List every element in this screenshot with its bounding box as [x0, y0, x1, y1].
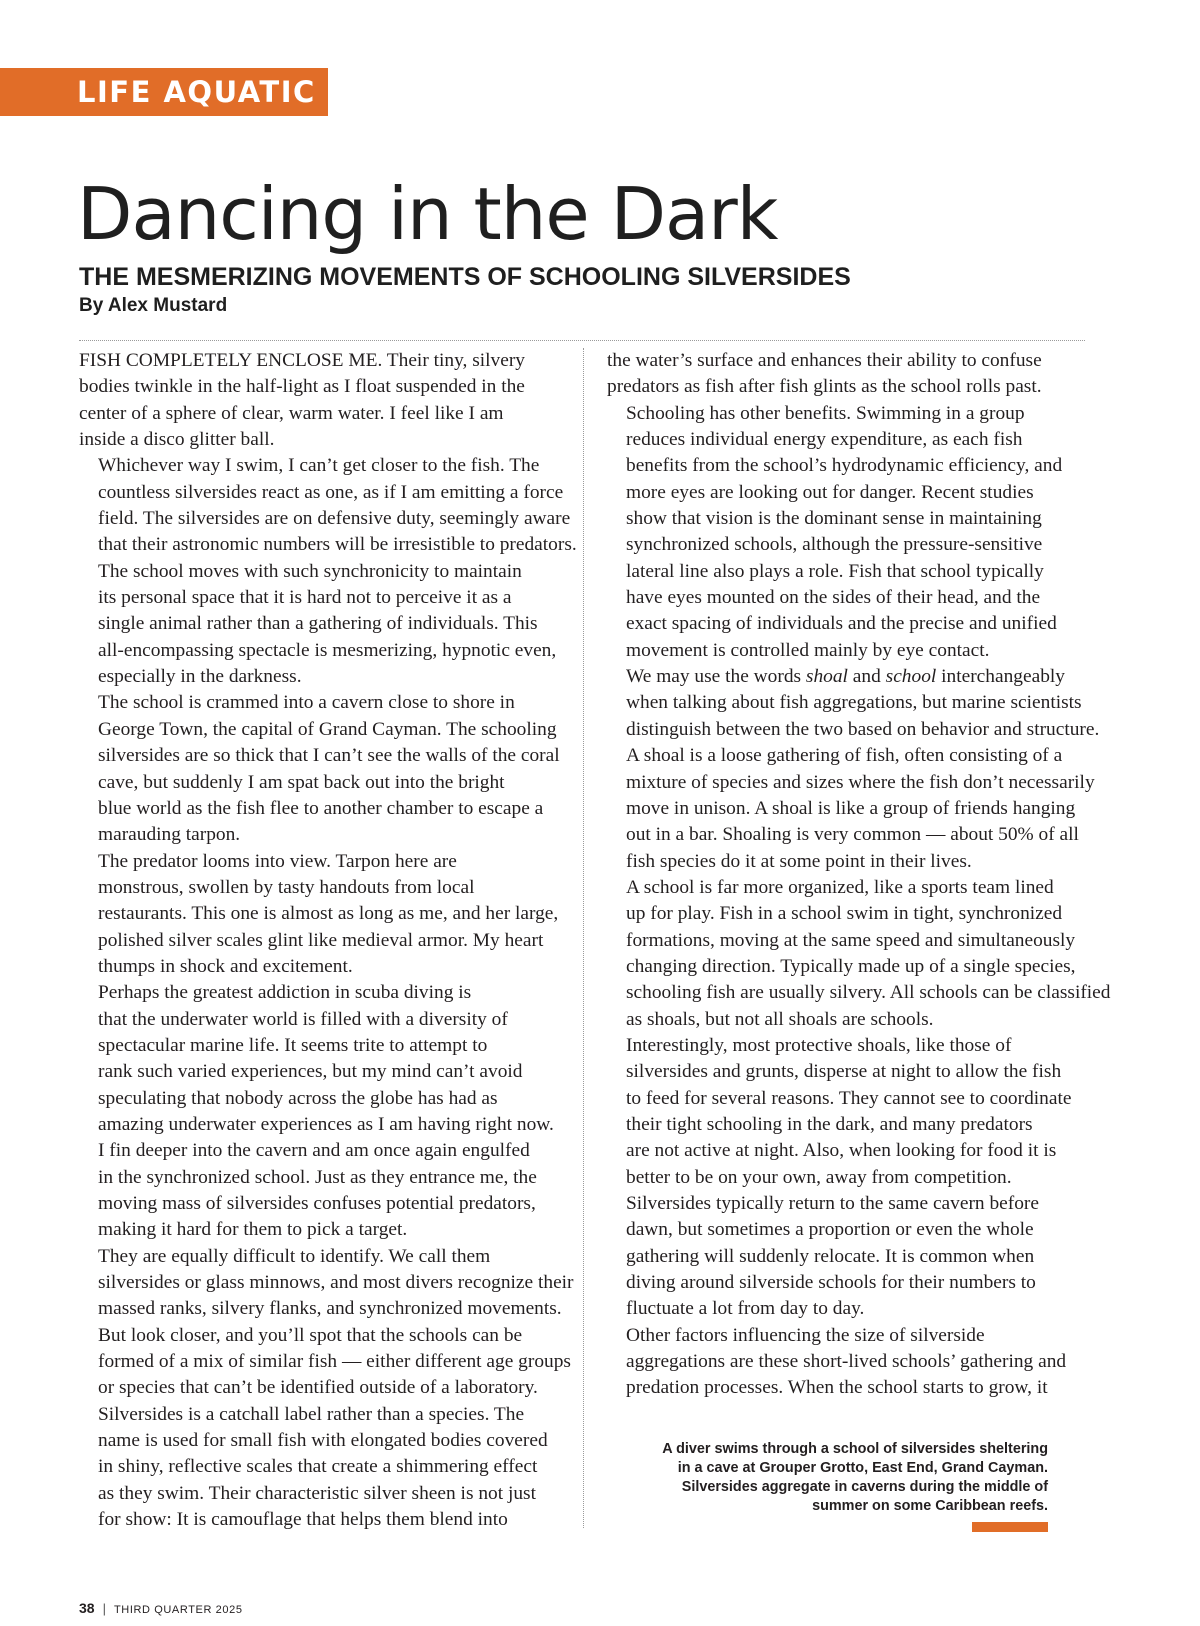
caption-line: in a cave at Grouper Grotto, East End, Grand Cayman. [677, 1460, 1048, 1476]
paragraph [79, 348, 571, 453]
text-line: fluctuate a lot from day to day. [626, 1298, 865, 1320]
text-line: Schooling has other benefits. Swimming in a group [626, 402, 1025, 424]
text-line: I fin deeper into the cavern and am once again engulfed [98, 1140, 530, 1162]
text-line: The school is crammed into a cavern close to shore in [98, 692, 515, 714]
text-line: better to be on your own, away from competition. [626, 1166, 1012, 1188]
text-line: diving around silverside schools for their numbers to [626, 1272, 1036, 1294]
caption-accent-bar [972, 1522, 1048, 1532]
text-line: We may use the words shoal and school interchangeably [626, 666, 1065, 688]
text-line: more eyes are looking out for danger. Recent studies [626, 481, 1034, 503]
paragraph [79, 1138, 571, 1243]
paragraph [607, 401, 1087, 664]
text-line: especially in the darkness. [98, 666, 302, 688]
photo-caption [640, 1440, 1048, 1516]
text-line: George Town, the capital of Grand Cayman. The schooling [98, 718, 557, 740]
text-line: distinguish between the two based on behavior and structure. [626, 718, 1100, 740]
text-line: have eyes mounted on the sides of their head, and the [626, 587, 1041, 609]
text-line: Whichever way I swim, I can’t get closer to the fish. The [98, 455, 540, 477]
text-line: Silversides typically return to the same cavern before [626, 1193, 1039, 1214]
text-line: spectacular marine life. It seems trite to attempt to [98, 1034, 488, 1056]
text-line: monstrous, swollen by tasty handouts from local [98, 876, 475, 898]
text-line: field. The silversides are on defensive duty, seemingly aware [98, 508, 571, 530]
text-line: that the underwater world is filled with a diversity of [98, 1008, 508, 1030]
text-line: aggregations are these short-lived schools’ gathering and [626, 1351, 1067, 1373]
article-title: Dancing in the Dark [77, 172, 778, 256]
text-line: marauding tarpon. [98, 824, 241, 846]
text-line: synchronized schools, although the pressure-sensitive [626, 534, 1043, 556]
text-line: thumps in shock and excitement. [98, 955, 353, 977]
issue-label: THIRD QUARTER 2025 [113, 1604, 243, 1616]
text-line: formations, moving at the same speed and simultaneously [626, 929, 1076, 951]
italic-term: shoal [805, 666, 848, 688]
paragraph [607, 1191, 1087, 1323]
text-line: amazing underwater experiences as I am having right now. [98, 1113, 554, 1135]
text-line: massed ranks, silvery flanks, and synchronized movements. [98, 1298, 562, 1320]
paragraph [79, 690, 571, 848]
text-line: all-encompassing spectacle is mesmerizing, hypnotic even, [98, 639, 557, 661]
text-line: to feed for several reasons. They cannot see to coordinate [626, 1087, 1072, 1109]
paragraph [79, 1402, 571, 1534]
text-line: Interestingly, most protective shoals, like those of [626, 1034, 1012, 1056]
text-line: as shoals, but not all shoals are schools. [626, 1008, 934, 1030]
text-line: cave, but suddenly I am spat back out into the bright [98, 771, 505, 793]
paragraph [607, 664, 1100, 875]
paragraph [607, 1033, 1087, 1191]
text-line: for show: It is camouflage that helps them blend into [98, 1509, 508, 1531]
text-line: their tight schooling in the dark, and many predators [626, 1113, 1033, 1135]
text-line: predators as fish after fish glints as the school rolls past. [607, 376, 1042, 398]
text-line: silversides are so thick that I can’t see the walls of the coral [98, 745, 560, 767]
text-line: But look closer, and you’ll spot that the schools can be [98, 1324, 523, 1346]
text-line: Silversides is a catchall label rather than a species. The [98, 1403, 525, 1425]
paragraph [607, 875, 1111, 1033]
text-line: making it hard for them to pick a target. [98, 1219, 408, 1241]
text-line: in shiny, reflective scales that create a shimmering effect [98, 1456, 538, 1478]
text-line: that their astronomic numbers will be irresistible to predators. [98, 534, 577, 556]
text-line: when talking about fish aggregations, but marine scientists [626, 692, 1082, 714]
text-line: changing direction. Typically made up of a single species, [626, 955, 1076, 977]
text-line: silversides or glass minnows, and most divers recognize their [98, 1272, 574, 1294]
paragraph [79, 849, 571, 981]
text-line: movement is controlled mainly by eye contact. [626, 639, 990, 661]
caption-line: summer on some Caribbean reefs. [812, 1498, 1048, 1514]
text-line: inside a disco glitter ball. [79, 429, 275, 451]
text-line: lateral line also plays a role. Fish that school typically [626, 560, 1044, 582]
text-line: formed of a mix of similar fish — either different age groups [98, 1351, 571, 1373]
text-line: FISH COMPLETELY ENCLOSE ME. Their tiny, silvery [79, 350, 526, 371]
text-line: single animal rather than a gathering of individuals. This [98, 613, 538, 635]
text-line: A school is far more organized, like a sports team lined [626, 876, 1054, 898]
paragraph [607, 348, 1087, 401]
text-line: polished silver scales glint like medieval armor. My heart [98, 929, 544, 951]
footer-separator: | [102, 1601, 106, 1616]
header-divider [79, 340, 1085, 341]
text-line: benefits from the school’s hydrodynamic efficiency, and [626, 455, 1063, 477]
text-line: bodies twinkle in the half-light as I float suspended in the [79, 376, 525, 398]
text-line: move in unison. A shoal is like a group of friends hanging [626, 797, 1076, 819]
byline: By Alex Mustard [79, 295, 228, 316]
text-line: The school moves with such synchronicity to maintain [98, 560, 522, 582]
text-line: blue world as the fish flee to another chamber to escape a [98, 797, 544, 819]
text-line: The predator looms into view. Tarpon here are [98, 850, 457, 872]
text-line: fish species do it at some point in their lives. [626, 850, 972, 872]
text-line: countless silversides react as one, as if I am emitting a force [98, 481, 564, 503]
text-line: restaurants. This one is almost as long as me, and her large, [98, 903, 559, 925]
paragraph [607, 1323, 1087, 1402]
text-line: as they swim. Their characteristic silver sheen is not just [98, 1482, 536, 1504]
text-line: They are equally difficult to identify. We call them [98, 1245, 491, 1267]
text-line: silversides and grunts, disperse at night to allow the fish [626, 1061, 1062, 1083]
text-line: or species that can’t be identified outside of a laboratory. [98, 1377, 538, 1399]
text-line: Other factors influencing the size of silverside [626, 1324, 985, 1346]
text-line: reduces individual energy expenditure, as each fish [626, 429, 1023, 451]
page-footer [79, 1600, 243, 1618]
column-divider [583, 348, 584, 1528]
text-line: name is used for small fish with elongated bodies covered [98, 1430, 548, 1452]
text-line: moving mass of silversides confuses potential predators, [98, 1193, 536, 1214]
text-line: mixture of species and sizes where the fish don’t necessarily [626, 771, 1095, 793]
text-line: rank such varied experiences, but my mind can’t avoid [98, 1061, 523, 1083]
text-line: show that vision is the dominant sense in maintaining [626, 508, 1042, 530]
text-line: its personal space that it is hard not to perceive it as a [98, 587, 512, 609]
text-line: predation processes. When the school starts to grow, it [626, 1377, 1048, 1399]
paragraph [79, 453, 577, 558]
text-line: gathering will suddenly relocate. It is common when [626, 1245, 1035, 1267]
text-line: Perhaps the greatest addiction in scuba diving is [98, 982, 472, 1004]
text-line: exact spacing of individuals and the precise and unified [626, 613, 1057, 635]
body-column-right [607, 348, 1111, 1402]
text-line: speculating that nobody across the globe has had as [98, 1087, 498, 1109]
page-number: 38 [79, 1600, 95, 1616]
body-column-left [79, 348, 577, 1533]
paragraph [79, 559, 571, 691]
text-line: dawn, but sometimes a proportion or even the whole [626, 1219, 1034, 1241]
text-line: the water’s surface and enhances their ability to confuse [607, 350, 1042, 371]
text-line: out in a bar. Shoaling is very common — about 50% of all [626, 824, 1079, 846]
text-line: A shoal is a loose gathering of fish, often consisting of a [626, 745, 1063, 767]
text-line: schooling fish are usually silvery. All schools can be classified [626, 982, 1111, 1004]
text-line: up for play. Fish in a school swim in tight, synchronized [626, 903, 1063, 925]
text-line: center of a sphere of clear, warm water. I feel like I am [79, 402, 504, 424]
text-line: are not active at night. Also, when looking for food it is [626, 1140, 1057, 1162]
caption-line: Silversides aggregate in caverns during the middle of [681, 1479, 1048, 1495]
italic-term: school [885, 666, 937, 688]
paragraph [79, 1244, 574, 1402]
text-line: in the synchronized school. Just as they entrance me, the [98, 1166, 537, 1188]
paragraph [79, 980, 571, 1138]
section-tag: LIFE AQUATIC [0, 68, 328, 116]
article-subtitle: THE MESMERIZING MOVEMENTS OF SCHOOLING SILVERSIDES [79, 263, 851, 291]
caption-line: A diver swims through a school of silversides sheltering [662, 1441, 1048, 1457]
